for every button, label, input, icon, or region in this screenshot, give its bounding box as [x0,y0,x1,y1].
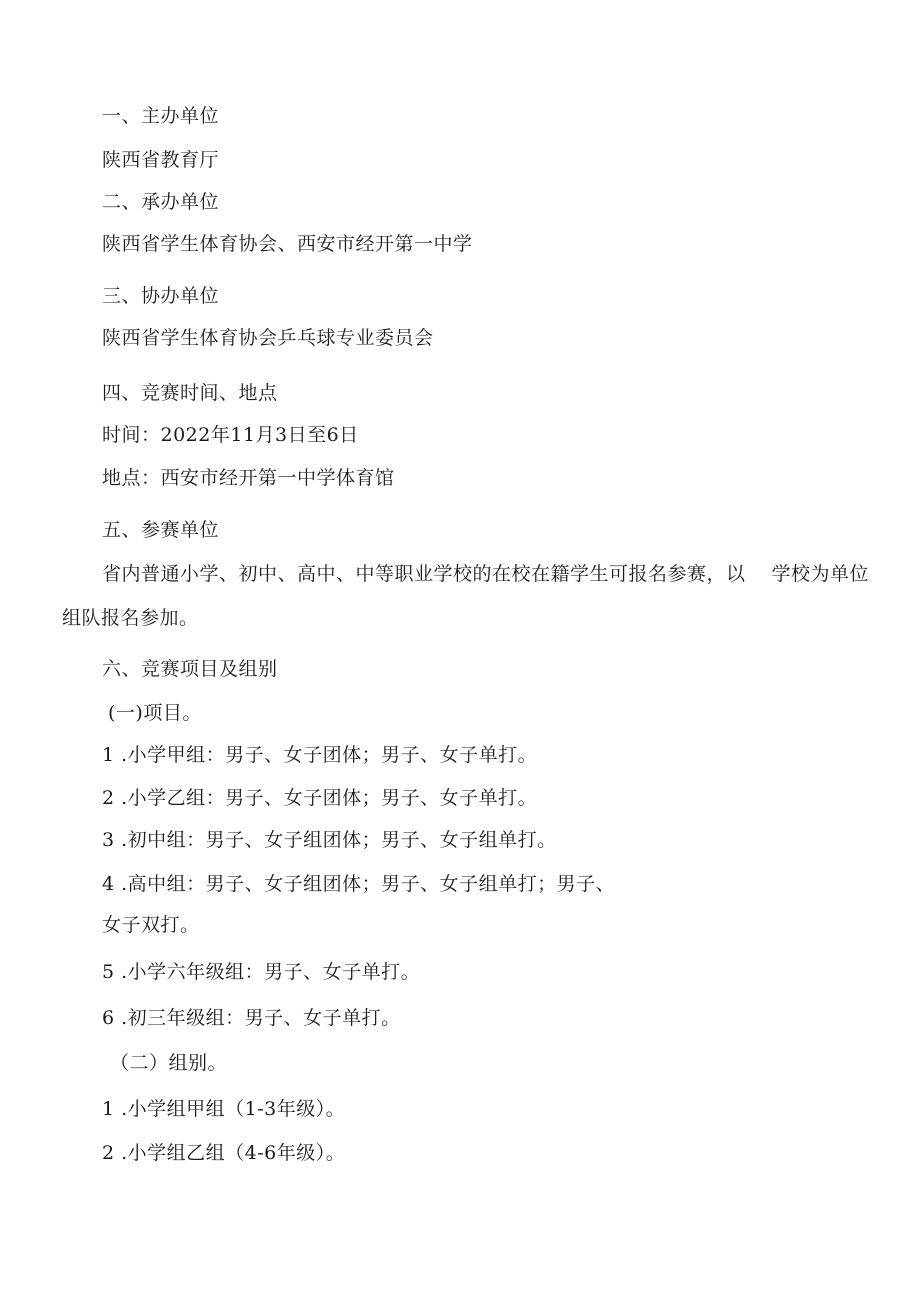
section-heading-co-organizer: 三、协办单位 [102,285,220,307]
organizer-text: 陕西省教育厅 [102,149,220,171]
host-text: 陕西省学生体育协会、西安市经开第一中学 [102,233,473,255]
event-item-continuation: 女子双打。 [102,914,200,936]
event-item: 2 .小学乙组：男子、女子团体；男子、女子单打。 [102,787,538,809]
section-heading-events: 六、竞赛项目及组别 [102,658,278,680]
co-organizer-text: 陕西省学生体育协会乒乓球专业委员会 [102,327,434,349]
event-item: 4 .高中组：男子、女子组团体；男子、女子组单打；男子、 [102,873,616,895]
group-item: 2 .小学组乙组（4-6年级）。 [102,1142,346,1164]
event-item: 5 .小学六年级组：男子、女子单打。 [102,961,421,983]
group-item: 1 .小学组甲组（1-3年级）。 [102,1098,346,1120]
section-heading-organizer: 一、主办单位 [102,105,220,127]
section-heading-time-place: 四、竞赛时间、地点 [102,382,278,404]
event-item: 3 .初中组：男子、女子组团体；男子、女子组单打。 [102,829,557,851]
place-text: 地点：西安市经开第一中学体育馆 [102,467,395,489]
event-item: 1 .小学甲组：男子、女子团体；男子、女子单打。 [102,744,538,766]
time-text: 时间：2022年11月3日至6日 [102,424,359,446]
events-subheading-items: (一)项目。 [108,702,202,724]
section-heading-host: 二、承办单位 [102,191,220,213]
participants-paragraph [62,552,888,640]
section-heading-participants: 五、参赛单位 [102,519,220,541]
events-subheading-groups: （二）组别。 [110,1052,228,1074]
participants-text-a: 省内普通小学、初中、高中、中等职业学校的在校在籍学生可报名参赛，以 [102,563,746,585]
event-item: 6 .初三年级组：男子、女子单打。 [102,1007,401,1029]
participants-text-b: 学校为单位组队报名参加。 [62,563,870,629]
